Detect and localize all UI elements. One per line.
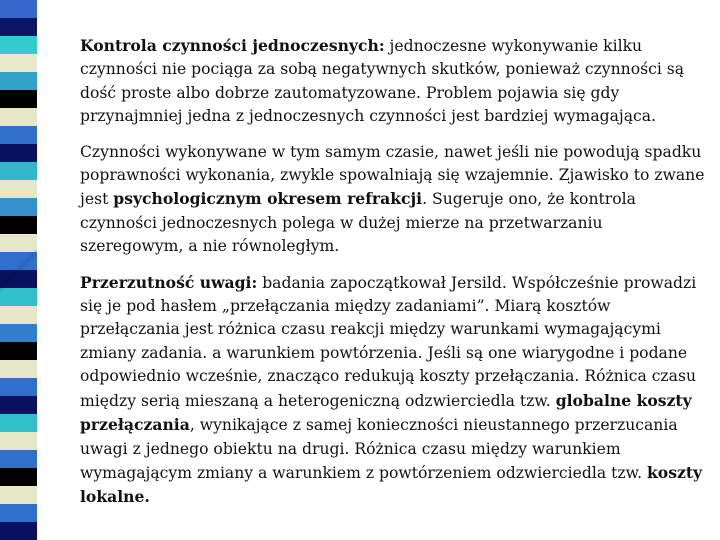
stripe-block: [0, 198, 37, 216]
stripe-block: [0, 36, 37, 54]
paragraph-3: [80, 271, 706, 510]
paragraph-2: [80, 141, 706, 259]
stripe-block: [0, 216, 37, 234]
bold-term: koszty lokalne.: [80, 462, 703, 507]
stripe-block: [0, 108, 37, 126]
bold-term: Przerzutność uwagi:: [80, 272, 258, 292]
stripe-block: [0, 18, 37, 36]
text-run: badania zapoczątkował Jersild. Współcześnie prowadzi się je pod hasłem „przełączania między zadaniami”. Miarą kosztów przełączania jest różnica czasu reakcji między warunkami wymagającymi zmiany zadania. a warunkiem powtórzenia. Jeśli są one wiarygodne i podane odpowiednio wcześnie, znacząco redukują koszty przełączania. Różnica czasu między serią mieszaną a heterogeniczną odzwierciedla tzw.: [80, 273, 697, 410]
stripe-block: [0, 378, 37, 396]
stripe-block: [0, 180, 37, 198]
bold-term: globalne koszty przełączania: [80, 390, 692, 435]
stripe-block: [0, 54, 37, 72]
paragraph-1: [80, 34, 706, 129]
stripe-block: [0, 324, 37, 342]
bold-term: Kontrola czynności jednoczesnych:: [80, 36, 385, 55]
stripe-block: [0, 252, 37, 270]
stripe-block: [0, 360, 37, 378]
stripe-block: [0, 486, 37, 504]
text-run: . Sugeruje ono, że kontrola czynności jednoczesnych polega w dużej mierze na przetwarzaniu szeregowym, a nie równoległym.: [80, 190, 636, 256]
stripe-block: [0, 306, 37, 324]
stripe-block: [0, 162, 37, 180]
stripe-block: [0, 450, 37, 468]
stripe-block: [0, 504, 37, 522]
stripe-block: [0, 72, 37, 90]
stripe-block: [0, 270, 37, 288]
text-run: , wynikające z samej konieczności nieustannego przerzucania uwagi z jednego obiektu na drugi. Różnica czasu między warunkiem wymagającym zmiany a warunkiem z powtórzeniem odzwierciedla tzw.: [80, 416, 678, 482]
text-run: jednoczesne wykonywanie kilku czynności nie pociąga za sobą negatywnych skutków, ponieważ czynności są dość proste albo dobrze zautomatyzowane. Problem pojawia się gdy przynajmniej jedna z jednoczesnych czynności jest bardziej wymagająca.: [80, 37, 685, 126]
stripe-block: [0, 0, 37, 18]
stripe-block: [0, 468, 37, 486]
text-run: Czynności wykonywane w tym samym czasie, nawet jeśli nie powodują spadku poprawności wykonania, zwykle spowalniają się wzajemnie. Zjawisko to zwane jest: [80, 142, 705, 209]
stripe-block: [0, 126, 37, 144]
stripe-block: [0, 414, 37, 432]
slide-body: [80, 34, 706, 522]
decorative-color-stripe: [0, 0, 37, 540]
stripe-block: [0, 522, 37, 540]
stripe-block: [0, 288, 37, 306]
stripe-block: [0, 396, 37, 414]
stripe-block: [0, 234, 37, 252]
stripe-block: [0, 432, 37, 450]
stripe-block: [0, 144, 37, 162]
stripe-block: [0, 90, 37, 108]
stripe-block: [0, 342, 37, 360]
bold-term: psychologicznym okresem refrakcji: [113, 189, 423, 209]
